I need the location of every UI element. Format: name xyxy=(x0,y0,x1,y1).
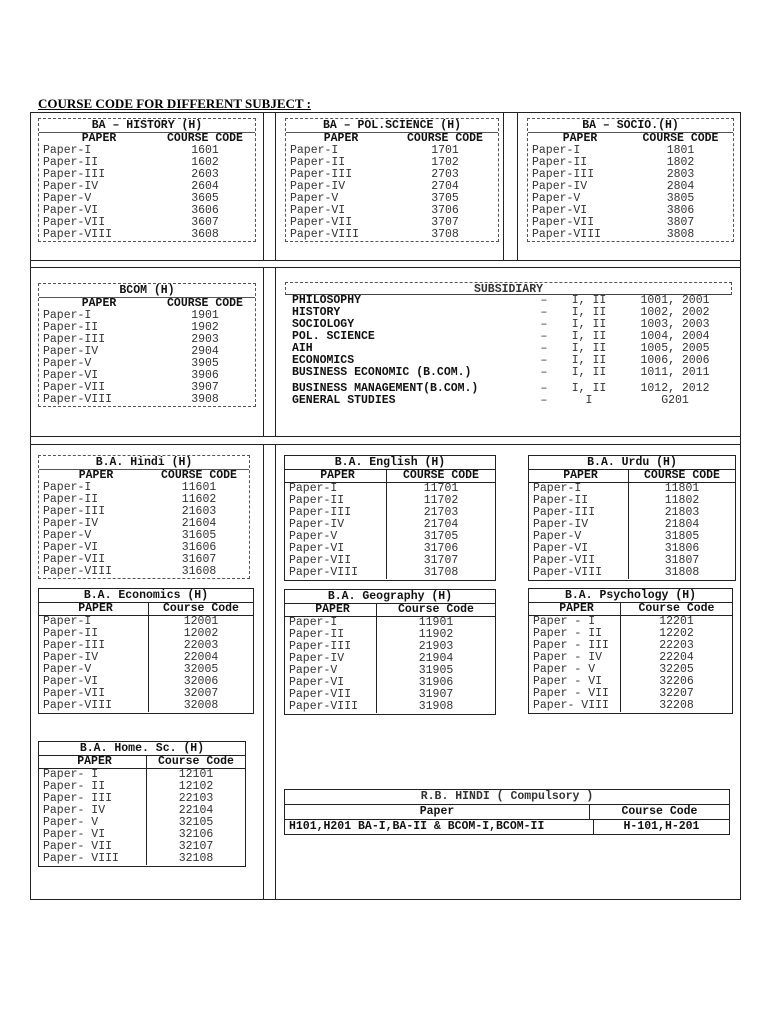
table-row xyxy=(528,229,733,241)
code-cell: 1006, 2006 xyxy=(640,354,710,367)
paper-cell: I, II xyxy=(571,342,607,355)
code-cell: 1002, 2002 xyxy=(640,306,710,319)
table-title: BCOM (H) xyxy=(39,284,255,298)
paper-cell: Paper-I xyxy=(290,144,339,157)
paper-cell: Paper-V xyxy=(39,664,149,676)
table-ba-psychology xyxy=(528,588,733,714)
course-code-cell: 31608 xyxy=(181,565,217,578)
course-code-cell: 1601 xyxy=(191,144,219,157)
course-code-cell: 3906 xyxy=(191,369,219,382)
grid-line xyxy=(30,436,741,437)
paper-column-header: PAPER xyxy=(285,604,377,616)
course-code-column-header: Course Code xyxy=(158,755,234,768)
course-code-cell: 32006 xyxy=(183,675,219,688)
course-code-cell: 2604 xyxy=(191,180,219,193)
table-row xyxy=(39,700,253,712)
grid-line xyxy=(503,112,504,260)
course-code-cell: 32106 xyxy=(178,828,214,841)
paper-cell: Paper-IV xyxy=(285,653,377,665)
course-code-column-header: COURSE CODE xyxy=(403,469,479,482)
paper-column-header: PAPER xyxy=(39,756,147,768)
table-row xyxy=(39,229,255,241)
course-code-cell: 12201 xyxy=(659,615,694,628)
table-ba-history xyxy=(38,118,256,242)
paper-cell: Paper-III xyxy=(290,168,353,181)
course-code-cell: 1802 xyxy=(666,156,695,169)
course-code-cell: 2903 xyxy=(191,333,219,346)
table-row xyxy=(285,701,495,713)
paper-cell: Paper-VI xyxy=(43,541,99,554)
course-code-cell: 22203 xyxy=(659,639,694,652)
table-ba-socio xyxy=(527,118,734,242)
page-heading: COURSE CODE FOR DIFFERENT SUBJECT : xyxy=(38,96,311,111)
subject-cell: AIH xyxy=(292,342,313,355)
paper-column-header: PAPER xyxy=(529,470,629,482)
code-cell: G201 xyxy=(661,394,689,407)
dash-cell: – xyxy=(540,318,548,331)
rb-hindi-row xyxy=(285,820,729,834)
paper-cell: Paper-V xyxy=(290,192,339,205)
paper-cell: I, II xyxy=(571,366,607,379)
course-code-cell: 22104 xyxy=(178,804,214,817)
dash-cell: – xyxy=(540,354,548,367)
dash-cell: – xyxy=(540,394,548,407)
paper-cell: Paper-III xyxy=(529,507,629,519)
code-cell: 1003, 2003 xyxy=(640,318,710,331)
course-code-cell: 11901 xyxy=(418,616,454,629)
grid-line xyxy=(30,267,741,268)
course-code-cell: 3807 xyxy=(666,216,695,229)
paper-cell: Paper-I xyxy=(43,481,92,494)
paper-cell: Paper-IV xyxy=(43,517,99,530)
course-code-cell: 12001 xyxy=(183,615,219,628)
paper-cell: I, II xyxy=(571,354,607,367)
course-code-cell: 31908 xyxy=(418,700,454,713)
dash-cell: – xyxy=(540,294,548,307)
paper-cell: Paper-II xyxy=(529,495,629,507)
course-code-cell: 3607 xyxy=(191,216,219,229)
table-ba-home-sc xyxy=(38,741,246,867)
course-code-cell: 3805 xyxy=(666,192,695,205)
course-code-cell: 11701 xyxy=(423,482,459,495)
paper-cell: Paper-IV xyxy=(43,180,99,193)
paper-cell: Paper-I xyxy=(43,309,92,322)
paper-cell: Paper-VII xyxy=(285,555,387,567)
paper-cell: Paper-IV xyxy=(43,345,99,358)
paper-cell: Paper-II xyxy=(532,156,588,169)
dash-cell: – xyxy=(540,306,548,319)
course-code-cell: 32005 xyxy=(183,663,219,676)
course-code-column-header: COURSE CODE xyxy=(167,297,243,310)
paper-cell: Paper- II xyxy=(39,781,147,793)
course-code-cell: 11602 xyxy=(181,493,217,506)
course-code-cell: 3905 xyxy=(191,357,219,370)
table-ba-geography xyxy=(284,589,496,715)
course-code-cell: 12102 xyxy=(178,780,214,793)
table-title: B.A. English (H) xyxy=(285,456,495,470)
course-code-column-header: COURSE CODE xyxy=(642,132,719,145)
table-title: B.A. Hindi (H) xyxy=(39,456,249,470)
table-row xyxy=(39,394,255,406)
course-code-cell: 31707 xyxy=(423,554,459,567)
paper-cell: Paper-II xyxy=(43,156,99,169)
paper-cell: Paper-V xyxy=(43,529,92,542)
course-code-cell: 12101 xyxy=(178,768,214,781)
paper-cell: Paper- I xyxy=(39,769,147,781)
table-row xyxy=(39,853,245,865)
paper-cell: Paper-VIII xyxy=(532,228,602,241)
paper-cell: Paper- V xyxy=(39,817,147,829)
grid-line xyxy=(30,260,741,261)
paper-cell: Paper-VI xyxy=(43,204,99,217)
course-code-cell: 31605 xyxy=(181,529,217,542)
course-code-cell: 11702 xyxy=(423,494,459,507)
course-code-cell: 32208 xyxy=(659,699,694,712)
paper-cell: I, II xyxy=(571,294,607,307)
course-code-cell: 3606 xyxy=(191,204,219,217)
paper-cell: Paper-V xyxy=(285,665,377,677)
course-code-cell: 22204 xyxy=(659,651,694,664)
subsidiary-title: SUBSIDIARY xyxy=(285,282,732,295)
paper-cell: Paper-VII xyxy=(39,688,149,700)
paper-column-header: PAPER xyxy=(562,132,598,145)
paper-cell: Paper-VI xyxy=(529,543,629,555)
subject-cell: BUSINESS MANAGEMENT(B.COM.) xyxy=(292,382,479,395)
paper-cell: Paper-IV xyxy=(285,519,387,531)
subject-cell: ECONOMICS xyxy=(292,354,355,367)
paper-column-header: PAPER xyxy=(39,603,149,615)
paper-cell: Paper-VIII xyxy=(529,567,629,579)
grid-line xyxy=(275,112,276,260)
grid-line xyxy=(263,267,264,436)
paper-column-header: PAPER xyxy=(81,132,117,145)
paper-cell: Paper-I xyxy=(529,483,629,495)
paper-cell: Paper-V xyxy=(43,357,92,370)
paper-cell: Paper- VIII xyxy=(529,700,621,712)
table-ba-economics xyxy=(38,588,254,714)
paper-cell: Paper-III xyxy=(532,168,595,181)
table-title: B.A. Economics (H) xyxy=(39,589,253,603)
course-code-cell: 22004 xyxy=(183,651,219,664)
subject-cell: HISTORY xyxy=(292,306,341,319)
paper-cell: Paper-II xyxy=(290,156,346,169)
course-code-cell: 2904 xyxy=(191,345,219,358)
paper-cell: Paper- VI xyxy=(39,829,147,841)
paper-cell: Paper - V xyxy=(529,664,621,676)
course-code-cell: 1901 xyxy=(191,309,219,322)
paper-cell: Paper-II xyxy=(285,629,377,641)
course-code-cell: 2603 xyxy=(191,168,219,181)
course-code-cell: 3806 xyxy=(666,204,695,217)
paper-cell: Paper-VII xyxy=(43,381,106,394)
course-code-cell: 3808 xyxy=(666,228,695,241)
paper-column-header: PAPER xyxy=(285,470,387,482)
course-code-cell: 32007 xyxy=(183,687,219,700)
paper-cell: Paper-VIII xyxy=(290,228,360,241)
course-code-cell: 31708 xyxy=(423,566,459,579)
paper-cell: I, II xyxy=(571,306,607,319)
table-ba-english xyxy=(284,455,496,581)
paper-cell: Paper- III xyxy=(39,793,147,805)
paper-cell: Paper-V xyxy=(529,531,629,543)
course-code-cell: 32108 xyxy=(178,852,214,865)
paper-cell: Paper-VI xyxy=(532,204,588,217)
table-title: B.A. Home. Sc. (H) xyxy=(39,742,245,756)
subject-cell: GENERAL STUDIES xyxy=(292,394,396,407)
course-code-cell: 32206 xyxy=(659,675,694,688)
subject-cell: POL. SCIENCE xyxy=(292,330,375,343)
paper-cell: Paper-IV xyxy=(290,180,346,193)
paper-cell: Paper-II xyxy=(285,495,387,507)
rb-hindi-paper: H101,H201 BA-I,BA-II & BCOM-I,BCOM-II xyxy=(285,820,594,834)
table-ba-urdu xyxy=(528,455,736,581)
course-code-cell: 32008 xyxy=(183,699,219,712)
course-code-cell: 31607 xyxy=(181,553,217,566)
paper-cell: Paper-III xyxy=(285,507,387,519)
paper-cell: Paper-III xyxy=(43,505,106,518)
paper-cell: I, II xyxy=(571,318,607,331)
table-title: BA – SOCIO.(H) xyxy=(528,119,733,133)
course-code-cell: 11902 xyxy=(418,628,454,641)
course-code-cell: 1602 xyxy=(191,156,219,169)
table-ba-pol-science xyxy=(285,118,499,242)
code-cell: 1001, 2001 xyxy=(640,294,710,307)
grid-line xyxy=(275,267,276,436)
course-code-cell: 1902 xyxy=(191,321,219,334)
course-code-cell: 3605 xyxy=(191,192,219,205)
subject-cell: PHILOSOPHY xyxy=(292,294,362,307)
table-rb-hindi xyxy=(284,789,730,835)
paper-cell: Paper-VIII xyxy=(43,228,113,241)
paper-cell: Paper - IV xyxy=(529,652,621,664)
rb-hindi-code-header: Course Code xyxy=(621,805,698,818)
paper-column-header: PAPER xyxy=(81,297,117,310)
paper-column-header: PAPER xyxy=(323,132,359,145)
paper-cell: Paper-VII xyxy=(529,555,629,567)
paper-cell: Paper-VII xyxy=(290,216,353,229)
paper-cell: Paper- IV xyxy=(39,805,147,817)
paper-cell: Paper- VIII xyxy=(39,853,147,865)
paper-cell: Paper-III xyxy=(285,641,377,653)
paper-cell: Paper-III xyxy=(39,640,149,652)
code-cell: 1012, 2012 xyxy=(640,382,710,395)
course-code-column-header: Course Code xyxy=(638,602,715,615)
course-code-cell: 11802 xyxy=(664,494,700,507)
course-code-column-header: COURSE CODE xyxy=(407,132,483,145)
paper-cell: Paper-V xyxy=(532,192,581,205)
course-code-cell: 31907 xyxy=(418,688,454,701)
course-code-cell: 3705 xyxy=(431,192,459,205)
paper-cell: Paper-VIII xyxy=(39,700,149,712)
course-code-cell: 31806 xyxy=(664,542,700,555)
course-code-cell: 31807 xyxy=(664,554,700,567)
course-code-cell: 3708 xyxy=(431,228,459,241)
paper-cell: Paper-II xyxy=(43,321,99,334)
table-row xyxy=(529,567,735,579)
table-title: B.A. Geography (H) xyxy=(285,590,495,604)
paper-cell: I, II xyxy=(571,330,607,343)
paper-cell: Paper-VI xyxy=(39,676,149,688)
paper-cell: Paper-VII xyxy=(285,689,377,701)
paper-column-header: PAPER xyxy=(529,603,621,615)
paper-column-header: PAPER xyxy=(78,469,114,482)
course-code-cell: 21604 xyxy=(181,517,217,530)
course-code-cell: 31706 xyxy=(423,542,459,555)
paper-cell: Paper- VII xyxy=(39,841,147,853)
course-code-cell: 11601 xyxy=(181,481,217,494)
paper-cell: Paper-VI xyxy=(43,369,99,382)
paper-cell: I xyxy=(585,394,593,407)
course-code-cell: 32207 xyxy=(659,687,694,700)
course-code-cell: 12202 xyxy=(659,627,694,640)
table-ba-hindi xyxy=(38,455,250,579)
paper-cell: Paper-I xyxy=(532,144,581,157)
course-code-cell: 21703 xyxy=(423,506,459,519)
code-cell: 1005, 2005 xyxy=(640,342,710,355)
paper-cell: Paper-VII xyxy=(43,216,106,229)
course-code-cell: 2803 xyxy=(666,168,695,181)
course-code-cell: 31906 xyxy=(418,676,454,689)
grid-line xyxy=(263,444,264,900)
table-row xyxy=(529,700,732,712)
course-code-cell: 21803 xyxy=(664,506,700,519)
course-code-cell: 3707 xyxy=(431,216,459,229)
paper-cell: Paper-IV xyxy=(39,652,149,664)
rb-hindi-header xyxy=(285,805,729,820)
subsidiary-row xyxy=(285,367,732,379)
course-code-cell: 2704 xyxy=(431,180,459,193)
course-code-column-header: COURSE CODE xyxy=(644,469,720,482)
paper-cell: Paper - VII xyxy=(529,688,621,700)
table-title: BA – POL.SCIENCE (H) xyxy=(286,119,498,133)
grid-line xyxy=(30,444,741,445)
table-title: BA – HISTORY (H) xyxy=(39,119,255,133)
paper-cell: Paper - II xyxy=(529,628,621,640)
grid-line xyxy=(517,112,518,260)
course-code-column-header: Course Code xyxy=(398,603,474,616)
course-code-cell: 21603 xyxy=(181,505,217,518)
paper-cell: Paper - III xyxy=(529,640,621,652)
course-code-cell: 2804 xyxy=(666,180,695,193)
paper-cell: Paper-V xyxy=(285,531,387,543)
code-cell: 1004, 2004 xyxy=(640,330,710,343)
table-row xyxy=(286,229,498,241)
table-subsidiary xyxy=(285,282,732,408)
paper-cell: Paper-VI xyxy=(285,543,387,555)
course-code-cell: 31805 xyxy=(664,530,700,543)
paper-cell: Paper-VIII xyxy=(43,393,113,406)
paper-cell: Paper-II xyxy=(43,493,99,506)
paper-cell: Paper-VI xyxy=(290,204,346,217)
paper-cell: Paper-VII xyxy=(43,553,106,566)
course-code-cell: 22103 xyxy=(178,792,214,805)
course-code-cell: 3706 xyxy=(431,204,459,217)
subsidiary-row xyxy=(285,395,732,407)
paper-cell: Paper - VI xyxy=(529,676,621,688)
table-title: B.A. Urdu (H) xyxy=(529,456,735,470)
table-title: B.A. Psychology (H) xyxy=(529,589,732,603)
paper-cell: Paper-III xyxy=(43,333,106,346)
course-code-cell: 31705 xyxy=(423,530,459,543)
paper-cell: Paper-I xyxy=(43,144,92,157)
rb-hindi-title: R.B. HINDI ( Compulsory ) xyxy=(285,790,729,805)
subject-cell: SOCIOLOGY xyxy=(292,318,355,331)
paper-cell: Paper-III xyxy=(43,168,106,181)
course-code-cell: 3608 xyxy=(191,228,219,241)
paper-cell: Paper-VIII xyxy=(285,701,377,713)
paper-cell: Paper-V xyxy=(43,192,92,205)
paper-cell: Paper-VIII xyxy=(43,565,113,578)
paper-cell: Paper-I xyxy=(39,616,149,628)
course-code-cell: 21704 xyxy=(423,518,459,531)
rb-hindi-code: H-101,H-201 xyxy=(623,820,700,833)
course-code-cell: 32205 xyxy=(659,663,694,676)
course-code-cell: 1702 xyxy=(431,156,459,169)
course-code-cell: 11801 xyxy=(664,482,700,495)
paper-cell: Paper - I xyxy=(529,616,621,628)
course-code-cell: 32105 xyxy=(178,816,214,829)
rb-hindi-paper-header: Paper xyxy=(285,805,590,819)
course-code-cell: 1701 xyxy=(431,144,459,157)
course-code-cell: 21903 xyxy=(418,640,454,653)
dash-cell: – xyxy=(540,342,548,355)
paper-cell: Paper-IV xyxy=(532,180,588,193)
course-code-cell: 21904 xyxy=(418,652,454,665)
course-code-cell: 22003 xyxy=(183,639,219,652)
course-code-column-header: COURSE CODE xyxy=(161,469,237,482)
course-code-cell: 31808 xyxy=(664,566,700,579)
table-row xyxy=(285,567,495,579)
course-code-cell: 12002 xyxy=(183,627,219,640)
course-code-cell: 3908 xyxy=(191,393,219,406)
course-code-cell: 31905 xyxy=(418,664,454,677)
table-row xyxy=(39,566,249,578)
course-code-cell: 32107 xyxy=(178,840,214,853)
grid-line xyxy=(263,112,264,260)
paper-cell: Paper-I xyxy=(285,483,387,495)
paper-cell: Paper-VII xyxy=(532,216,595,229)
course-code-column-header: COURSE CODE xyxy=(167,132,243,145)
grid-line xyxy=(275,444,276,900)
subject-cell: BUSINESS ECONOMIC (B.COM.) xyxy=(292,366,472,379)
dash-cell: – xyxy=(540,330,548,343)
paper-cell: Paper-I xyxy=(285,617,377,629)
code-cell: 1011, 2011 xyxy=(640,366,710,379)
course-code-column-header: Course Code xyxy=(163,602,239,615)
dash-cell: – xyxy=(540,382,548,395)
dash-cell: – xyxy=(540,366,548,379)
course-code-cell: 21804 xyxy=(664,518,700,531)
paper-cell: Paper-II xyxy=(39,628,149,640)
course-code-cell: 31606 xyxy=(181,541,217,554)
table-bcom xyxy=(38,283,256,407)
course-code-cell: 3907 xyxy=(191,381,219,394)
course-code-cell: 2703 xyxy=(431,168,459,181)
paper-cell: Paper-VIII xyxy=(285,567,387,579)
paper-cell: Paper-VI xyxy=(285,677,377,689)
course-code-cell: 1801 xyxy=(666,144,695,157)
paper-cell: Paper-IV xyxy=(529,519,629,531)
paper-cell: I, II xyxy=(571,382,607,395)
